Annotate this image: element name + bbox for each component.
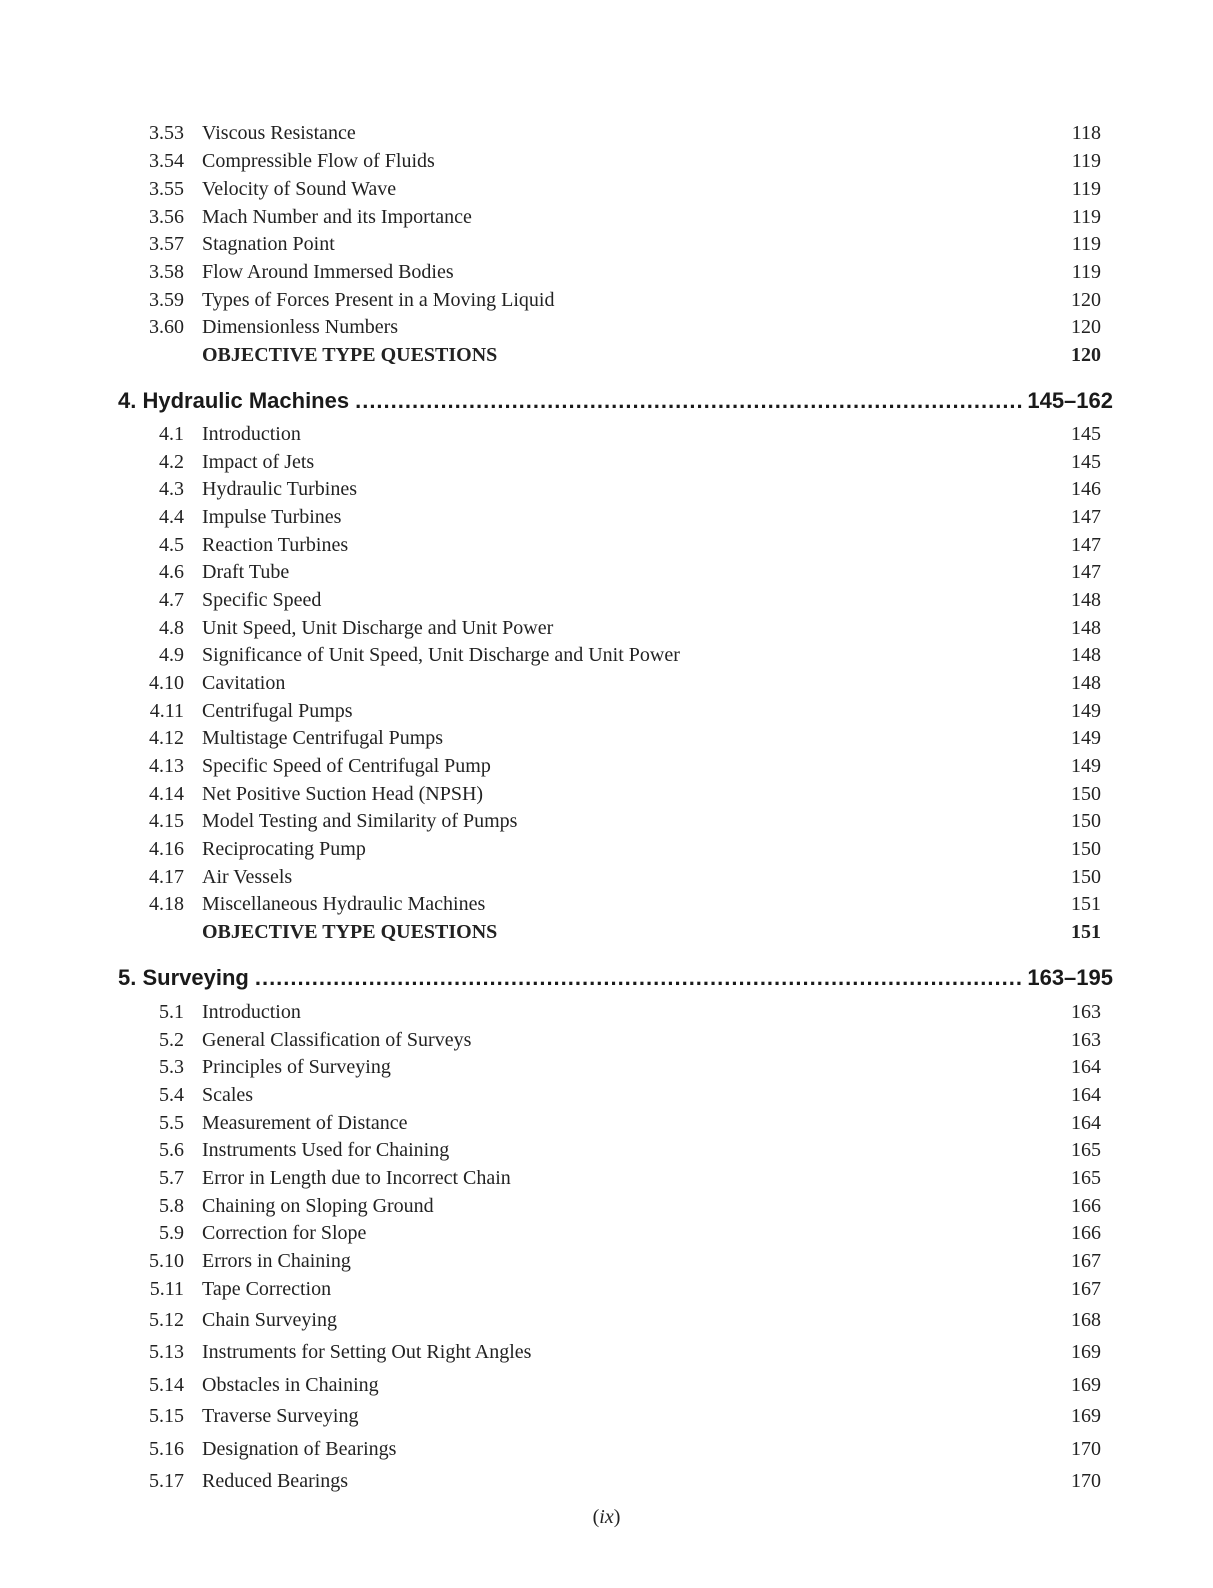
toc-entry[interactable] [0,1247,1213,1275]
section-title: Chain Surveying [202,1309,337,1331]
section-number: 5.3 [159,1056,184,1078]
section-number: 5.8 [159,1195,184,1217]
toc-entry[interactable] [0,1219,1213,1247]
toc-entry[interactable] [0,697,1213,725]
toc-entry[interactable] [0,286,1213,314]
toc-entry[interactable] [0,1435,1213,1463]
section-title: Velocity of Sound Wave [202,178,397,200]
page-number: 149 [1071,755,1101,777]
section-title: Mach Number and its Importance [202,206,472,228]
section-title: Multistage Centrifugal Pumps [202,727,444,749]
toc-entry[interactable] [0,175,1213,203]
page-number: 119 [1071,206,1101,228]
page-number: 147 [1071,506,1101,528]
toc-entry[interactable] [0,1081,1213,1109]
section-title: Errors in Chaining [202,1250,351,1272]
page-number: 164 [1071,1056,1101,1078]
section-title: Correction for Slope [202,1222,367,1244]
toc-entry[interactable] [0,1136,1213,1164]
section-title: Types of Forces Present in a Moving Liquid [202,289,555,311]
section-title: Obstacles in Chaining [202,1374,379,1396]
page-number: 119 [1071,261,1101,283]
section-title: Traverse Surveying [202,1405,359,1427]
section-number: 4.8 [159,617,184,639]
section-title: Centrifugal Pumps [202,700,353,722]
section-title: Error in Length due to Incorrect Chain [202,1167,511,1189]
toc-entry[interactable] [0,1467,1213,1495]
section-title: Significance of Unit Speed, Unit Discharge and Unit Power [202,644,680,666]
toc-entry[interactable] [0,448,1213,476]
page-number: 120 [1071,316,1101,338]
toc-entry[interactable] [0,724,1213,752]
page-number: 120 [1071,289,1101,311]
section-number: 4.16 [149,838,184,860]
section-number: 5.6 [159,1139,184,1161]
toc-entry[interactable] [0,1053,1213,1081]
page-number: 164 [1071,1112,1101,1134]
page-number: 167 [1071,1250,1101,1272]
page-number: ix [599,1506,614,1528]
section-number: 5.5 [159,1112,184,1134]
section-number: 4.10 [149,672,184,694]
section-number: 5.9 [159,1222,184,1244]
section-number: 5.14 [149,1374,184,1396]
page-number: 150 [1071,866,1101,888]
page-number: 150 [1071,810,1101,832]
section-title: Impact of Jets [202,451,315,473]
page-number: 145 [1071,423,1101,445]
section-number: 4.5 [159,534,184,556]
page-number: 148 [1071,589,1101,611]
section-title: Viscous Resistance [202,122,356,144]
page-number: 166 [1071,1222,1101,1244]
section-title: Model Testing and Similarity of Pumps [202,810,518,832]
page-number: 146 [1071,478,1101,500]
page-number: 168 [1071,1309,1101,1331]
section-title: Impulse Turbines [202,506,342,528]
page-footer: (ix) [592,1506,621,1528]
toc-entry[interactable] [0,669,1213,697]
section-number: 3.55 [149,178,184,200]
toc-entry[interactable] [0,119,1213,147]
page-number: 167 [1071,1278,1101,1300]
page-number: 118 [1071,122,1101,144]
section-title: Compressible Flow of Fluids [202,150,435,172]
page-number: 148 [1071,644,1101,666]
toc-entry[interactable] [0,1338,1213,1366]
section-title: Cavitation [202,672,286,694]
section-number: 5.2 [159,1029,184,1051]
section-number: 4.14 [149,783,184,805]
section-number: 5.13 [149,1341,184,1363]
page-number: 169 [1071,1341,1101,1363]
dot-leader [255,963,1024,993]
toc-entry[interactable] [0,1306,1213,1334]
toc-entry[interactable] [0,558,1213,586]
section-title: Air Vessels [202,866,293,888]
page-number: 170 [1071,1438,1101,1460]
section-number: 3.53 [149,122,184,144]
chapter-heading[interactable] [118,963,1113,993]
section-number: 3.56 [149,206,184,228]
section-number: 4.18 [149,893,184,915]
page-number: 120 [1071,344,1101,366]
section-title: Tape Correction [202,1278,332,1300]
toc-entry[interactable] [0,890,1213,918]
section-title: Stagnation Point [202,233,335,255]
chapter-page-range: 145–162 [1027,388,1113,413]
toc-entry[interactable] [0,1192,1213,1220]
section-number: 3.57 [149,233,184,255]
toc-entry[interactable] [0,203,1213,231]
toc-entry[interactable] [0,780,1213,808]
toc-entry[interactable] [0,1026,1213,1054]
section-number: 5.11 [149,1278,184,1300]
toc-entry[interactable] [0,503,1213,531]
section-number: 4.13 [149,755,184,777]
section-number: 5.15 [149,1405,184,1427]
section-title: Flow Around Immersed Bodies [202,261,454,283]
section-number: 4.15 [149,810,184,832]
toc-entry[interactable] [0,531,1213,559]
toc-entry[interactable] [0,835,1213,863]
section-number: 4.2 [159,451,184,473]
section-number: 4.6 [159,561,184,583]
section-number: 4.12 [149,727,184,749]
page-number: 149 [1071,727,1101,749]
toc-entry[interactable] [0,475,1213,503]
section-title: Designation of Bearings [202,1438,397,1460]
section-number: 3.58 [149,261,184,283]
page-number: 169 [1071,1405,1101,1427]
page-number: 119 [1071,233,1101,255]
chapter-title: 4. Hydraulic Machines [118,388,350,413]
page-number: 145 [1071,451,1101,473]
page-number: 163 [1071,1029,1101,1051]
section-title: Scales [202,1084,254,1106]
toc-entry[interactable] [0,1109,1213,1137]
page-number: 150 [1071,783,1101,805]
page-number: 148 [1071,617,1101,639]
section-title: Draft Tube [202,561,290,583]
section-title: General Classification of Surveys [202,1029,472,1051]
toc-entry[interactable] [0,1164,1213,1192]
toc-entry[interactable] [0,258,1213,286]
page-number: 163 [1071,1001,1101,1023]
section-number: 4.11 [149,700,184,722]
section-title: Specific Speed of Centrifugal Pump [202,755,491,777]
toc-entry[interactable] [0,230,1213,258]
page-number: 166 [1071,1195,1101,1217]
toc-entry[interactable] [0,420,1213,448]
toc-entry[interactable] [0,641,1213,669]
section-title: Instruments for Setting Out Right Angles [202,1341,532,1363]
section-title: Chaining on Sloping Ground [202,1195,434,1217]
toc-entry[interactable] [0,807,1213,835]
section-title: Reaction Turbines [202,534,349,556]
section-number: 5.16 [149,1438,184,1460]
toc-entry[interactable] [0,614,1213,642]
page-number: 164 [1071,1084,1101,1106]
section-title: Instruments Used for Chaining [202,1139,450,1161]
section-number: 4.9 [159,644,184,666]
section-number: 4.17 [149,866,184,888]
page-number: 147 [1071,561,1101,583]
page-number: 165 [1071,1139,1101,1161]
page-number: 147 [1071,534,1101,556]
section-title: Reduced Bearings [202,1470,349,1492]
toc-entry[interactable] [0,1371,1213,1399]
page-number: 119 [1071,178,1101,200]
section-title: Miscellaneous Hydraulic Machines [202,893,486,915]
section-title: Specific Speed [202,589,322,611]
section-number: 4.1 [159,423,184,445]
toc-entry[interactable] [0,1275,1213,1303]
toc-entry[interactable] [0,863,1213,891]
chapter-title: 5. Surveying [118,965,249,990]
toc-entry[interactable] [0,586,1213,614]
section-number: 5.4 [159,1084,184,1106]
section-title: Net Positive Suction Head (NPSH) [202,783,484,805]
page-number: 169 [1071,1374,1101,1396]
section-number: 5.1 [159,1001,184,1023]
section-number: 5.7 [159,1167,184,1189]
chapter-page-range: 163–195 [1027,965,1113,990]
section-title: OBJECTIVE TYPE QUESTIONS [202,344,498,366]
section-number: 4.4 [159,506,184,528]
section-title: Unit Speed, Unit Discharge and Unit Power [202,617,554,639]
page-number: 119 [1071,150,1101,172]
section-title: Introduction [202,423,301,445]
toc-entry[interactable] [0,147,1213,175]
toc-entry[interactable] [0,998,1213,1026]
page-number: 151 [1071,893,1101,915]
chapter-heading[interactable] [118,386,1113,416]
objective-questions-entry[interactable] [0,918,1213,946]
section-title: Introduction [202,1001,301,1023]
page-number: 170 [1071,1470,1101,1492]
section-number: 3.60 [149,316,184,338]
toc-entry[interactable] [0,1402,1213,1430]
section-number: 4.7 [159,589,184,611]
section-number: 3.59 [149,289,184,311]
section-title: OBJECTIVE TYPE QUESTIONS [202,921,498,943]
toc-entry[interactable] [0,313,1213,341]
dot-leader [355,386,1023,416]
section-number: 5.12 [149,1309,184,1331]
section-title: Hydraulic Turbines [202,478,357,500]
page-number: 148 [1071,672,1101,694]
section-number: 5.10 [149,1250,184,1272]
section-number: 5.17 [149,1470,184,1492]
section-number: 3.54 [149,150,184,172]
section-title: Reciprocating Pump [202,838,366,860]
toc-entry[interactable] [0,752,1213,780]
page-number: 150 [1071,838,1101,860]
section-title: Principles of Surveying [202,1056,391,1078]
objective-questions-entry[interactable] [0,341,1213,369]
page-number: 165 [1071,1167,1101,1189]
page-number: 149 [1071,700,1101,722]
section-title: Measurement of Distance [202,1112,408,1134]
section-title: Dimensionless Numbers [202,316,399,338]
page-number: 151 [1071,921,1101,943]
section-number: 4.3 [159,478,184,500]
